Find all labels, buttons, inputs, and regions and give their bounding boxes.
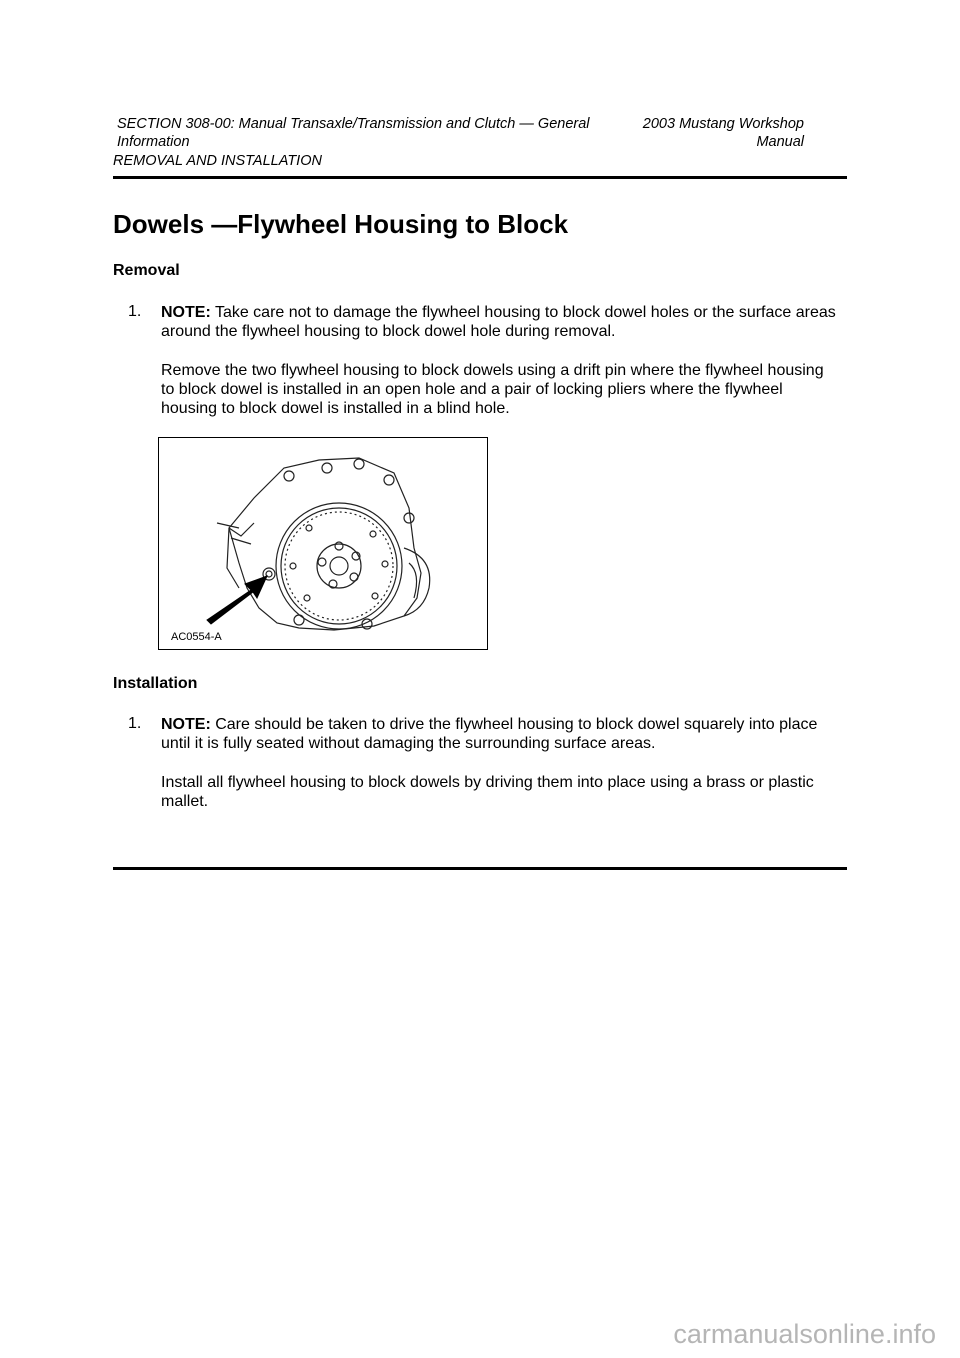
header-divider — [113, 176, 847, 179]
header-section-title — [117, 115, 617, 151]
header-section-line1: SECTION 308-00: Manual Transaxle/Transmission and Clutch — General — [117, 116, 590, 132]
flywheel-housing-drawing — [159, 438, 487, 649]
installation-note-label: NOTE: — [161, 716, 211, 733]
removal-note-text: Take care not to damage the flywheel housing to block dowel holes or the surface areas around the flywheel housing to block dowel hole during removal. — [161, 304, 836, 340]
header-section-line2: Information — [117, 134, 190, 150]
figure-label: AC0554-A — [171, 631, 222, 643]
header-subtitle: REMOVAL AND INSTALLATION — [113, 153, 322, 169]
installation-heading: Installation — [113, 675, 198, 692]
footer-divider — [113, 867, 847, 870]
installation-instruction: Install all flywheel housing to block dowels by driving them into place using a brass or plastic mallet. — [161, 774, 814, 810]
installation-note — [161, 715, 831, 753]
installation-step-number: 1. — [128, 715, 142, 732]
removal-note — [161, 303, 851, 341]
watermark: carmanualsonline.info — [673, 1319, 936, 1349]
header-manual-title — [594, 115, 804, 151]
header-manual-line1: 2003 Mustang Workshop — [642, 116, 804, 132]
header-manual-line2: Manual — [756, 134, 804, 150]
page-title: Dowels —Flywheel Housing to Block — [113, 209, 569, 239]
removal-note-label: NOTE: — [161, 304, 211, 321]
flywheel-illustration — [158, 437, 488, 650]
installation-note-text: Care should be taken to drive the flywheel housing to block dowel squarely into place until it is fully seated without damaging the surrounding surface areas. — [161, 716, 818, 752]
removal-heading: Removal — [113, 262, 180, 279]
removal-step-number: 1. — [128, 303, 142, 320]
removal-instruction: Remove the two flywheel housing to block dowels using a drift pin where the flywheel housing to block dowel is installed in an open hole and a pair of locking pliers where the flywheel housing to block dowel is installed in a blind hole. — [161, 362, 824, 417]
